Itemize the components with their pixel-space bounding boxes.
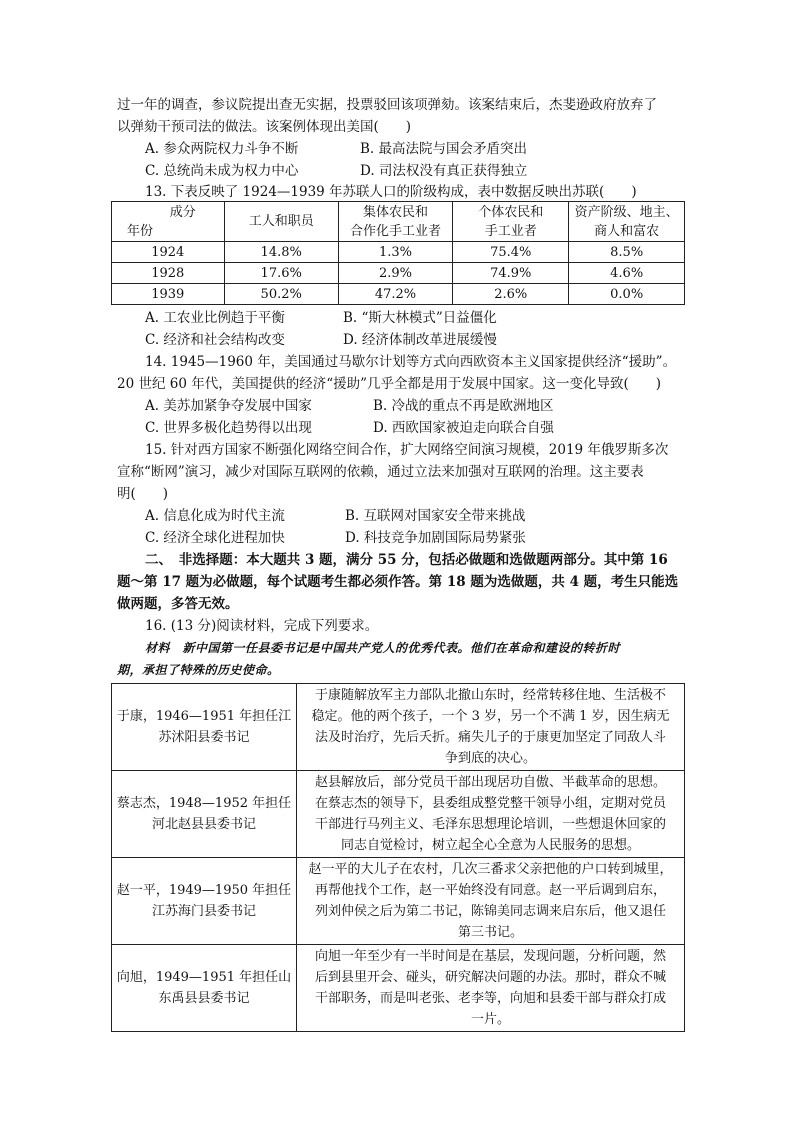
q13-stem: 13. 下表反映了 1924—1939 年苏联人口的阶级构成，表中数据反映出苏联( )	[145, 184, 637, 200]
q12-option-a: A. 参众两院权力斗争不断	[145, 141, 299, 157]
q15-stem-line3: 明( )	[117, 486, 169, 502]
row-year: 1939	[112, 284, 225, 305]
q15-stem-line2: 宣称“断网”演习，减少对国际互联网的依赖，通过立法来加强对互联网的治理。这主要表	[117, 464, 644, 480]
q13-table	[111, 201, 685, 305]
q12-option-c: C. 总统尚未成为权力中心	[145, 163, 299, 179]
q12-stem-line2: 以弹劾干预司法的做法。该案例体现出美国( )	[117, 119, 412, 135]
q15-stem-line1: 15. 针对西方国家不断强化网络空间合作，扩大网络空间演习规模，2019 年俄罗斯多次	[145, 442, 669, 458]
table-row	[112, 945, 685, 1032]
corner-bottom-label: 年份	[127, 223, 154, 239]
q13-option-a: A. 工农业比例趋于平衡	[145, 310, 285, 326]
q14-stem-line1: 14. 1945—1960 年，美国通过马歇尔计划等方式向西欧资本主义国家提供经济“援助”。	[145, 354, 677, 370]
header-col-4: 资产阶级、地主、 商人和富农	[569, 202, 685, 242]
q15-option-c: C. 经济全球化进程加快	[145, 530, 285, 546]
q14-stem-line2: 20 世纪 60 年代，美国提供的经济“援助”几乎全都是用于发展中国家。这一变化导致( )	[117, 376, 662, 392]
q12-option-b: B. 最高法院与国会矛盾突出	[360, 141, 528, 157]
description-cell: 向旭一年至少有一半时间是在基层，发现问题，分析问题，然 后到县里开会、碰头，研究解决问题的办法。那时，群众不喊 干部职务，而是叫老张、老李等，向旭和县委干部与群众打成 一片。	[297, 945, 685, 1032]
q16-table	[111, 683, 685, 1032]
row-year: 1924	[112, 242, 225, 263]
table-corner-cell	[112, 202, 225, 242]
table-row	[112, 858, 685, 945]
header-col-2: 集体农民和 合作化手工业者	[338, 202, 452, 242]
q15-option-a: A. 信息化成为时代主流	[145, 508, 285, 524]
secretary-cell: 蔡志杰，1948—1952 年担任 河北赵县县委书记	[112, 771, 297, 858]
description-cell: 于康随解放军主力部队北撤山东时，经常转移住地、生活极不 稳定。他的两个孩子，一个 3 岁，另一个不满 1 岁，因生病无 法及时治疗，先后夭折。痛失儿子的于康更加坚定了同敌人斗 争到底的决心。	[297, 684, 685, 771]
section-2-line2: 题～第 17 题为必做题，每个试题考生都必须作答。第 18 题为选做题，共 4 题，考生只能选	[117, 574, 679, 590]
secretary-cell: 于康，1946—1951 年担任江 苏沭阳县委书记	[112, 684, 297, 771]
q12-stem-line1: 过一年的调查，参议院提出查无实据，投票驳回该项弹劾。该案结束后，杰斐逊政府放弃了	[117, 97, 657, 113]
table-row: 1939 50.2% 47.2% 2.6% 0.0%	[112, 284, 685, 305]
q16-stem: 16. (13 分)阅读材料，完成下列要求。	[145, 618, 379, 634]
section-2-line1: 二、 非选择题：本大题共 3 题，满分 55 分，包括必做题和选做题两部分。其中第 16	[145, 552, 668, 568]
header-col-3: 个体农民和 手工业者	[453, 202, 569, 242]
q14-option-c: C. 世界多极化趋势得以出现	[145, 420, 312, 436]
table-row: 1924 14.8% 1.3% 75.4% 8.5%	[112, 242, 685, 263]
corner-top-label: 成分	[169, 204, 196, 220]
table-row: 1928 17.6% 2.9% 74.9% 4.6%	[112, 263, 685, 284]
table-row	[112, 771, 685, 858]
row-year: 1928	[112, 263, 225, 284]
description-cell: 赵县解放后，部分党员干部出现居功自傲、半截革命的思想。 在蔡志杰的领导下，县委组成整党整干领导小组，定期对党员 干部进行马列主义、毛泽东思想理论培训，一些想退休回家的 同志自觉检讨，树立起全心全意为人民服务的思想。	[297, 771, 685, 858]
secretary-cell: 向旭，1949—1951 年担任山 东禹县县委书记	[112, 945, 297, 1032]
header-col-1: 工人和职员	[224, 202, 338, 242]
q13-option-c: C. 经济和社会结构改变	[145, 332, 285, 348]
q14-option-d: D. 西欧国家被迫走向联合自强	[373, 420, 554, 436]
q16-material-line2: 期，承担了特殊的历史使命。	[117, 663, 280, 677]
q14-option-b: B. 冷战的重点不再是欧洲地区	[373, 398, 554, 414]
secretary-cell: 赵一平，1949—1950 年担任 江苏海门县委书记	[112, 858, 297, 945]
q16-material-line1: 材料 新中国第一任县委书记是中国共产党人的优秀代表。他们在革命和建设的转折时	[145, 641, 621, 655]
table-row	[112, 684, 685, 771]
section-2-line3: 做两题，多答无效。	[117, 596, 239, 612]
q14-option-a: A. 美苏加紧争夺发展中国家	[145, 398, 312, 414]
q15-option-d: D. 科技竞争加剧国际局势紧张	[345, 530, 526, 546]
q13-option-b: B. “斯大林模式”日益僵化	[343, 310, 497, 326]
q12-option-d: D. 司法权没有真正获得独立	[360, 163, 528, 179]
description-cell: 赵一平的大儿子在农村，几次三番求父亲把他的户口转到城里， 再帮他找个工作，赵一平始终没有同意。赵一平后调到启东， 列刘仲侯之后为第二书记，陈锦美同志调来启东后，他又退任 第三书记。	[297, 858, 685, 945]
q15-option-b: B. 互联网对国家安全带来挑战	[345, 508, 526, 524]
q13-option-d: D. 经济体制改革进展缓慢	[343, 332, 497, 348]
